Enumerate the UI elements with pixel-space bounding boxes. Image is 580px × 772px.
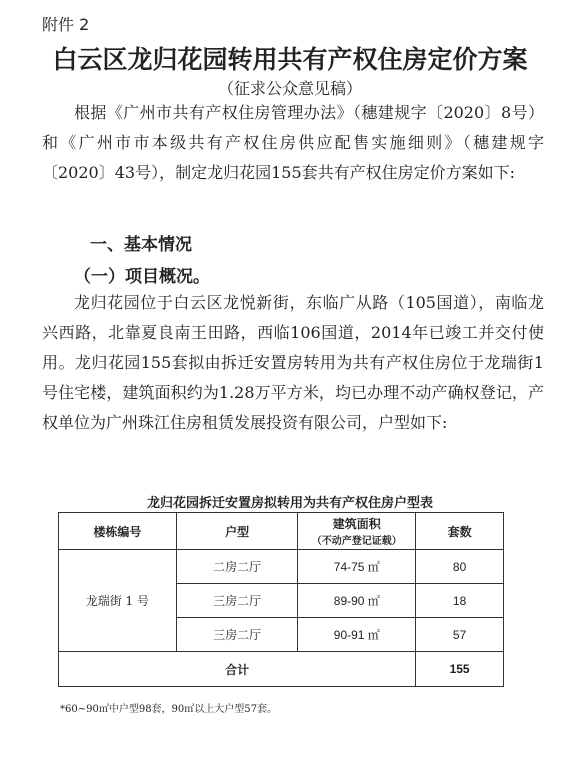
document-title: 白云区龙归花园转用共有产权住房定价方案 — [52, 45, 528, 74]
count-cell: 80 — [416, 550, 504, 584]
type-cell: 三房二厅 — [176, 584, 298, 618]
sub-heading: （一）项目概况。 — [74, 267, 210, 287]
header-count: 套数 — [416, 513, 504, 550]
footnote: *60~90㎡中户型98套，90㎡以上大户型57套。 — [60, 704, 278, 715]
type-cell: 三房二厅 — [176, 618, 298, 652]
count-cell: 18 — [416, 584, 504, 618]
building-cell: 龙瑞街 1 号 — [59, 550, 177, 652]
header-area — [298, 513, 416, 550]
total-value: 155 — [416, 652, 504, 687]
area-cell: 74-75 ㎡ — [298, 550, 416, 584]
type-cell: 二房二厅 — [176, 550, 298, 584]
unit-type-table — [58, 512, 504, 687]
area-cell: 90-91 ㎡ — [298, 618, 416, 652]
table-row — [59, 550, 504, 584]
intro-paragraph: 根据《广州市共有产权住房管理办法》（穗建规字〔2020〕8号）和《广州市市本级共有产权住房供应配售实施细则》（穗建规字〔2020〕43号），制定龙归花园155套共有产权住房定价方案如下: — [42, 103, 544, 182]
header-building: 楼栋编号 — [59, 513, 177, 550]
total-label: 合计 — [59, 652, 416, 687]
header-area-sub: （不动产登记证载） — [311, 536, 402, 547]
project-overview-paragraph: 龙归花园位于白云区龙悦新街，东临广从路（105国道），南临龙兴西路，北靠夏良南王田路，西临106国道，2014年已竣工并交付使用。龙归花园155套拟由拆迁安置房转用为共有产权住房位于龙瑞街1号住宅楼，建筑面积约为1.28万平方米，均已办理不动产确权登记，产权单位为广州珠江住房租赁发展投资有限公司，户型如下: — [42, 293, 544, 432]
table-total-row — [59, 652, 504, 687]
attachment-label: 附件 2 — [42, 15, 90, 34]
document-subtitle: （征求公众意见稿） — [217, 79, 362, 98]
header-area-main: 建筑面积 — [332, 517, 381, 531]
count-cell: 57 — [416, 618, 504, 652]
table-title: 龙归花园拆迁安置房拟转用为共有产权住房户型表 — [146, 496, 433, 511]
section-heading: 一、基本情况 — [90, 235, 192, 255]
area-cell: 89-90 ㎡ — [298, 584, 416, 618]
header-type: 户型 — [176, 513, 298, 550]
table-header-row — [59, 513, 504, 550]
